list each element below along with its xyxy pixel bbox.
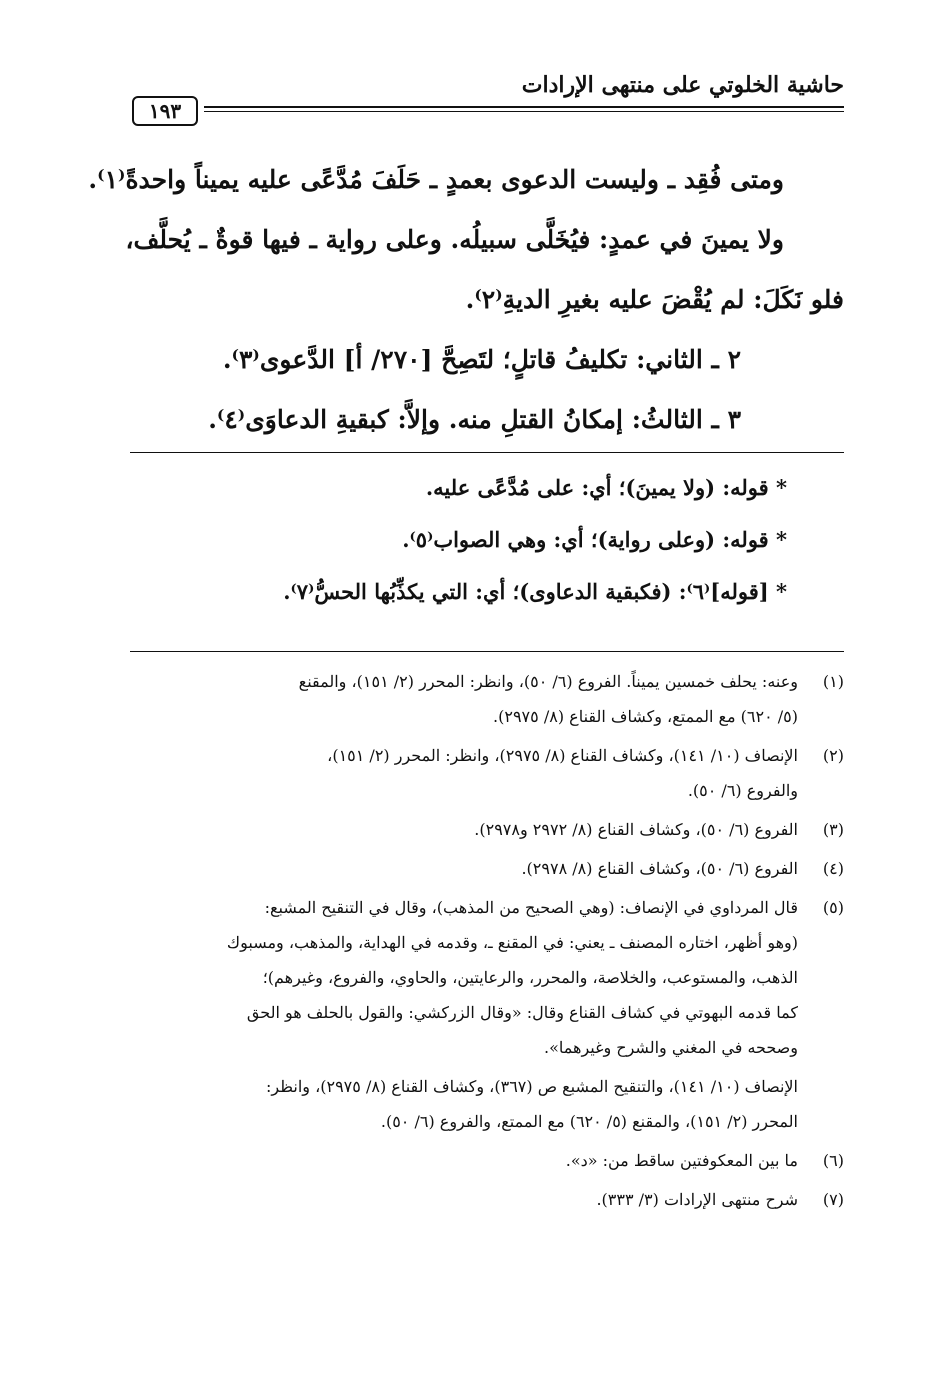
commentary <box>127 462 787 618</box>
footnote-line: الفروع (٦/ ٥٠)، وكشاف القناع (٨/ ٢٩٧٢ و٢٩٧٨). <box>474 820 798 839</box>
footnote-number: (٣) <box>822 820 844 839</box>
footnote-line: المحرر (٢/ ١٥١)، والمقنع (٥/ ٦٢٠) مع الممتع، والفروع (٦/ ٥٠). <box>380 1112 798 1131</box>
footnote-number: (١) <box>822 672 844 691</box>
footnote <box>130 738 844 808</box>
running-title: حاشية الخلوتي على منتهى الإرادات <box>521 72 844 98</box>
footnote-line: الإنصاف (١٠/ ١٤١)، وكشاف القناع (٨/ ٢٩٧٥)، وانظر: المحرر (٢/ ١٥١)، <box>327 746 798 765</box>
main-text <box>88 150 844 450</box>
footnote-line: والفروع (٦/ ٥٠). <box>687 781 798 800</box>
footnotes <box>130 664 844 1221</box>
footnote-rule <box>130 651 844 652</box>
footnote-line: (وهو أظهر، اختاره المصنف ـ يعني: في المقنع ـ، وقدمه في الهداية، والمذهب، ومسبوك <box>226 933 798 952</box>
footnote-line: كما قدمه البهوتي في كشاف القناع وقال: «وقال الزركشي: والقول بالحلف هو الحق <box>246 1003 798 1022</box>
footnote-line: الذهب، والمستوعب، والخلاصة، والمحرر، والرعايتين، والحاوي، والفروع، وغيرهم)؛ <box>262 968 798 987</box>
page-number: ١٩٣ <box>132 96 198 126</box>
footnote-number: (٤) <box>822 859 844 878</box>
footnote-line: وصححه في المغني والشرح وغيرهما». <box>544 1038 798 1057</box>
footnote-number: (٦) <box>822 1151 844 1170</box>
footnote-line: (٥/ ٦٢٠) مع الممتع، وكشاف القناع (٨/ ٢٩٧٥). <box>493 707 798 726</box>
main-text-line: ٣ ـ الثالثُ: إمكانُ القتلِ منه. وإلاَّ: كبقيةِ الدعاوَى⁽٤⁾. <box>208 405 741 434</box>
main-text-line: فلو نَكَلَ: لم يُقْضَ عليه بغيرِ الديةِ⁽٢⁾. <box>465 285 844 314</box>
footnote-number: (٢) <box>822 746 844 765</box>
main-text-line: ولا يمينَ في عمدٍ: فيُخَلَّى سبيلُه. وعلى رواية ـ فيها قوةٌ ـ يُحلَّف، <box>125 225 784 254</box>
footnote <box>130 890 844 1065</box>
commentary-line: * قوله: (ولا يمينَ)؛ أي: على مُدَّعًى عليه. <box>425 475 787 500</box>
footnote <box>130 1143 844 1178</box>
footnote-number: (٧) <box>822 1190 844 1209</box>
text-divider <box>130 452 844 453</box>
main-text-line: ومتى فُقِد ـ وليست الدعوى بعمدٍ ـ حَلَفَ مُدَّعًى عليه يميناً واحدةً⁽١⁾. <box>88 165 784 194</box>
commentary-line: * [قوله]⁽٦⁾: (فكبقية الدعاوى)؛ أي: التي يكذِّبُها الحسُّ⁽٧⁾. <box>283 579 787 604</box>
footnote-number: (٥) <box>822 898 844 917</box>
footnote-line: الفروع (٦/ ٥٠)، وكشاف القناع (٨/ ٢٩٧٨). <box>521 859 798 878</box>
footnote-line: ما بين المعكوفتين ساقط من: «د». <box>565 1151 798 1170</box>
footnote-line: وعنه: يحلف خمسين يميناً. الفروع (٦/ ٥٠)، وانظر: المحرر (٢/ ١٥١)، والمقنع <box>298 672 798 691</box>
commentary-line: * قوله: (وعلى رواية)؛ أي: وهي الصواب⁽٥⁾. <box>402 527 787 552</box>
footnote <box>130 812 844 847</box>
main-text-line: ٢ ـ الثاني: تكليفُ قاتلٍ؛ لتَصِحَّ [٢٧٠/ أ] الدَّعوى⁽٣⁾. <box>222 345 741 374</box>
footnote-line: الإنصاف (١٠/ ١٤١)، والتنقيح المشبع ص (٣٦٧)، وكشاف القناع (٨/ ٢٩٧٥)، وانظر: <box>266 1077 798 1096</box>
footnote <box>130 1182 844 1217</box>
footnote <box>130 851 844 886</box>
footnote-continuation <box>130 1069 844 1139</box>
header-rule <box>204 106 844 112</box>
footnote-line: قال المرداوي في الإنصاف: (وهي الصحيح من المذهب)، وقال في التنقيح المشبع: <box>264 898 798 917</box>
footnote <box>130 664 844 734</box>
page-header <box>132 70 844 126</box>
footnote-line: شرح منتهى الإرادات (٣/ ٣٣٣). <box>596 1190 798 1209</box>
